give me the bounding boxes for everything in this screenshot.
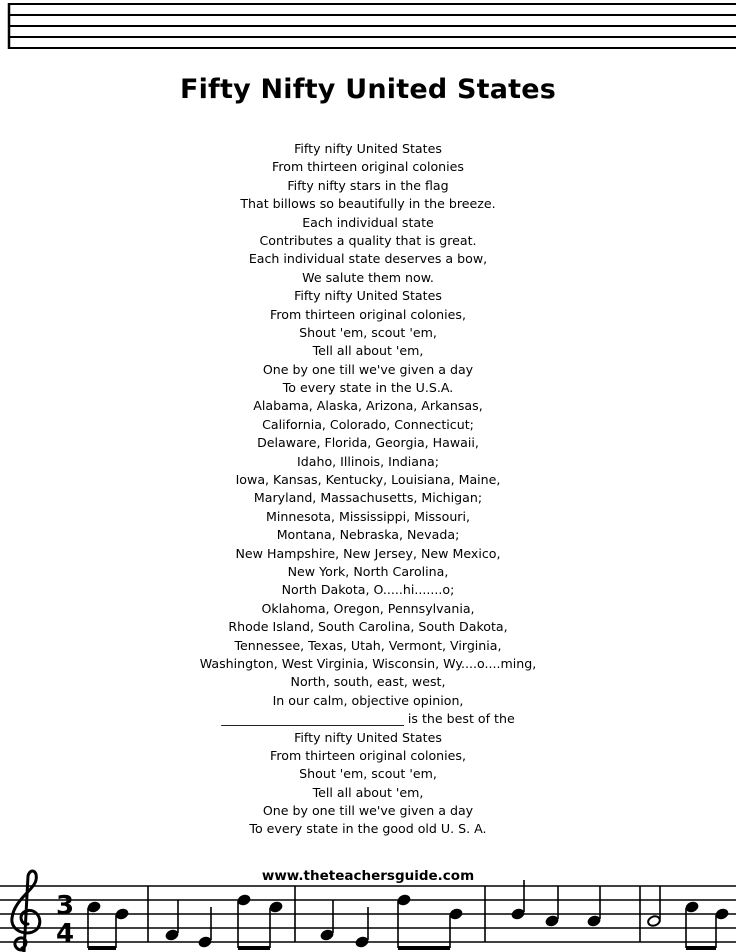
time-signature-bottom: 4 (56, 919, 75, 949)
lyric-line: Contributes a quality that is great. (259, 232, 477, 248)
lyric-line: From thirteen original colonies (272, 159, 464, 175)
lyric-line: Each individual state deserves a bow, (248, 251, 488, 267)
lyric-line: To every state in the good old U. S. A. (249, 821, 487, 837)
website-url: www.theteachersguide.com (261, 868, 475, 884)
lyric-line: Alabama, Alaska, Arizona, Arkansas, (253, 398, 483, 414)
lyric-line: Iowa, Kansas, Kentucky, Louisiana, Maine, (235, 472, 501, 488)
lyric-line: One by one till we've given a day (262, 803, 474, 819)
lyric-line: Montana, Nebraska, Nevada; (276, 527, 460, 543)
time-signature-top: 3 (56, 891, 75, 921)
lyric-line: New York, North Carolina, (287, 563, 449, 579)
lyric-line: Tell all about 'em, (312, 784, 424, 800)
lyric-line: Tennessee, Texas, Utah, Vermont, Virginia, (234, 637, 502, 653)
lyric-line: North, south, east, west, (290, 674, 446, 690)
lyric-line: Washington, West Virginia, Wisconsin, Wy....o....ming, (199, 655, 537, 671)
lyric-line: Fifty nifty United States (294, 141, 442, 156)
lyric-line: Maryland, Massachusetts, Michigan; (253, 490, 483, 506)
top-music-staff-icon (0, 0, 736, 60)
page-title: Fifty Nifty United States (179, 74, 557, 105)
lyric-line: California, Colorado, Connecticut; (262, 416, 474, 432)
lyric-line: Each individual state (302, 214, 434, 230)
lyric-line: _____________________________ is the best of the (221, 711, 515, 727)
lyric-line: Shout 'em, scout 'em, (299, 324, 437, 340)
lyric-line: Delaware, Florida, Georgia, Hawaii, (257, 435, 479, 451)
lyric-line: From thirteen original colonies, (270, 747, 466, 763)
lyric-line: From thirteen original colonies, (270, 306, 466, 322)
lyric-line: Fifty nifty United States (294, 288, 442, 304)
lyric-line: Minnesota, Mississippi, Missouri, (266, 508, 470, 524)
lyric-line: In our calm, objective opinion, (272, 692, 464, 708)
lyric-line: To every state in the U.S.A. (282, 380, 454, 396)
lyric-line: Shout 'em, scout 'em, (299, 766, 437, 782)
lyric-line: That billows so beautifully in the breeze. (240, 196, 496, 212)
lyric-line: Oklahoma, Oregon, Pennsylvania, (261, 600, 475, 616)
lyric-line: One by one till we've given a day (262, 361, 474, 377)
lyric-line: North Dakota, O.....hi.......o; (281, 582, 455, 598)
lyric-line: New Hampshire, New Jersey, New Mexico, (235, 545, 501, 561)
lyric-line: Tell all about 'em, (312, 343, 424, 359)
lyric-line: Rhode Island, South Carolina, South Dakota, (228, 619, 508, 635)
lyrics-list (0, 140, 736, 839)
lyric-line: Idaho, Illinois, Indiana; (297, 453, 439, 469)
lyric-line: We salute them now. (302, 269, 434, 285)
lyric-line: Fifty nifty United States (294, 729, 442, 745)
lyric-line: Fifty nifty stars in the flag (287, 177, 449, 193)
